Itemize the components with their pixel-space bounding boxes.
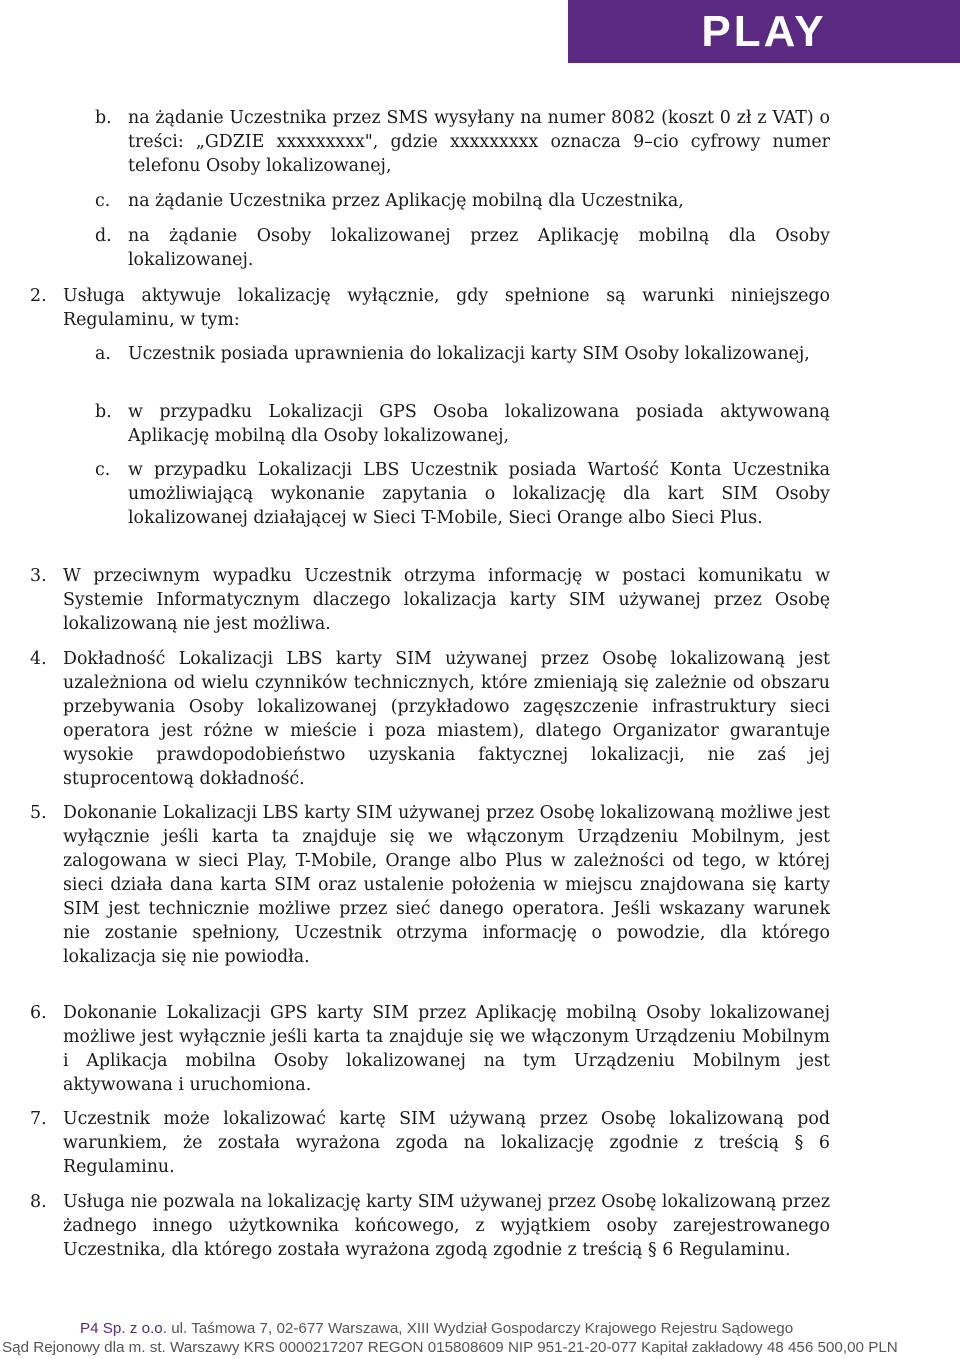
list-item-8	[30, 1190, 830, 1262]
list-item-2a	[95, 342, 830, 366]
list-item-b	[95, 106, 830, 178]
play-logo	[568, 0, 960, 63]
list-marker: 4.	[30, 649, 47, 669]
list-item-text: Dokładność Lokalizacji LBS karty SIM używanej przez Osobę lokalizowaną jest uzależniona od wielu czynników technicznych, które zmieniają się zależnie od obszaru przebywania Osoby lokalizowanej (przykładowo zagęszczenie infrastruktury sieci operatora jest różne w mieście i poza miastem), dlatego Organizator gwarantuje wysokie prawdopodobieństwo uzyskania faktycznej lokalizacji, nie zaś jej stuprocentową dokładność.	[63, 649, 830, 789]
list-marker: 3.	[30, 566, 47, 586]
list-marker: c.	[95, 460, 111, 480]
list-item-text: na żądanie Uczestnika przez SMS wysyłany na numer 8082 (koszt 0 zł z VAT) o treści: „GDZIE xxxxxxxxx", gdzie xxxxxxxxx oznacza 9–cio cyfrowy numer telefonu Osoby lokalizowanej,	[128, 108, 830, 176]
list-item-text: na żądanie Uczestnika przez Aplikację mobilną dla Uczestnika,	[128, 191, 684, 211]
list-item-text: Uczestnik posiada uprawnienia do lokalizacji karty SIM Osoby lokalizowanej,	[128, 344, 810, 364]
list-item-text: Usługa nie pozwala na lokalizację karty SIM używanej przez Osobę lokalizowaną przez żadnego innego użytkownika końcowego, z wyjątkiem osoby zarejestrowanego Uczestnika, dla którego została wyrażona zgodą zgodnie z treścią § 6 Regulaminu.	[63, 1192, 830, 1260]
list-item-7	[30, 1107, 830, 1179]
list-item-text: w przypadku Lokalizacji LBS Uczestnik posiada Wartość Konta Uczestnika umożliwiającą wykonanie zapytania o lokalizację dla kart SIM Osoby lokalizowanej działającej w Sieci T-Mobile, Sieci Orange albo Sieci Plus.	[128, 460, 830, 528]
list-marker: a.	[95, 344, 111, 364]
logo-text: PLAY	[701, 6, 827, 56]
footer-address: ul. Taśmowa 7, 02-677 Warszawa, XIII Wydział Gospodarczy Krajowego Rejestru Sądowego	[171, 1320, 794, 1337]
list-marker: 6.	[30, 1003, 47, 1023]
list-marker: 5.	[30, 803, 47, 823]
list-marker: b.	[95, 108, 112, 128]
footer-brand: P4 Sp. z o.o.	[80, 1320, 167, 1337]
list-marker: c.	[95, 191, 111, 211]
list-marker: d.	[95, 226, 112, 246]
list-item-6	[30, 1001, 830, 1097]
list-marker: b.	[95, 402, 112, 422]
list-item-2c	[95, 458, 830, 530]
list-marker: 2.	[30, 286, 47, 306]
list-item-text: Dokonanie Lokalizacji GPS karty SIM przez Aplikację mobilną Osoby lokalizowanej możliwe jest wyłącznie jeśli karta ta znajduje się we włączonym Urządzeniu Mobilnym i Aplikacja mobilna Osoby lokalizowanej na tym Urządzeniu Mobilnym jest aktywowana i uruchomiona.	[63, 1003, 830, 1095]
footer-line-1	[0, 1320, 960, 1338]
list-item-text: Uczestnik może lokalizować kartę SIM używaną przez Osobę lokalizowaną pod warunkiem, że została wyrażona zgoda na lokalizację zgodnie z treścią § 6 Regulaminu.	[63, 1109, 830, 1177]
footer-registry: Sąd Rejonowy dla m. st. Warszawy KRS 0000217207 REGON 015808609 NIP 951-21-20-077 Kapitał zakładowy 48 456 500,00 PLN	[2, 1339, 898, 1356]
list-item-2b	[95, 400, 830, 448]
list-marker: 8.	[30, 1192, 47, 1212]
list-item-c	[95, 189, 830, 213]
list-item-2	[30, 284, 830, 332]
list-marker: 7.	[30, 1109, 47, 1129]
footer-line-2	[0, 1339, 960, 1357]
list-item-5	[30, 801, 830, 969]
list-item-text: w przypadku Lokalizacji GPS Osoba lokalizowana posiada aktywowaną Aplikację mobilną dla Osoby lokalizowanej,	[128, 402, 830, 446]
list-item-text: W przeciwnym wypadku Uczestnik otrzyma informację w postaci komunikatu w Systemie Informatycznym dlaczego lokalizacja karty SIM używanej przez Osobę lokalizowaną nie jest możliwa.	[63, 566, 830, 634]
list-item-3	[30, 564, 830, 636]
list-item-d	[95, 224, 830, 272]
list-item-4	[30, 647, 830, 791]
list-item-text: na żądanie Osoby lokalizowanej przez Aplikację mobilną dla Osoby lokalizowanej.	[128, 226, 830, 270]
list-item-text: Dokonanie Lokalizacji LBS karty SIM używanej przez Osobę lokalizowaną możliwe jest wyłącznie jeśli karta ta znajduje się we włączonym Urządzeniu Mobilnym, jest zalogowana w sieci Play, T-Mobile, Orange albo Plus w zależności od tego, w której sieci działa dana karta SIM oraz ustalenie położenia w miejscu znajdowana się karty SIM jest technicznie możliwe przez sieć danego operatora. Jeśli wskazany warunek nie zostanie spełniony, Uczestnik otrzyma informację o powodzie, dla którego lokalizacja się nie powiodła.	[63, 803, 830, 967]
list-item-text: Usługa aktywuje lokalizację wyłącznie, gdy spełnione są warunki niniejszego Regulaminu, w tym:	[63, 286, 830, 330]
